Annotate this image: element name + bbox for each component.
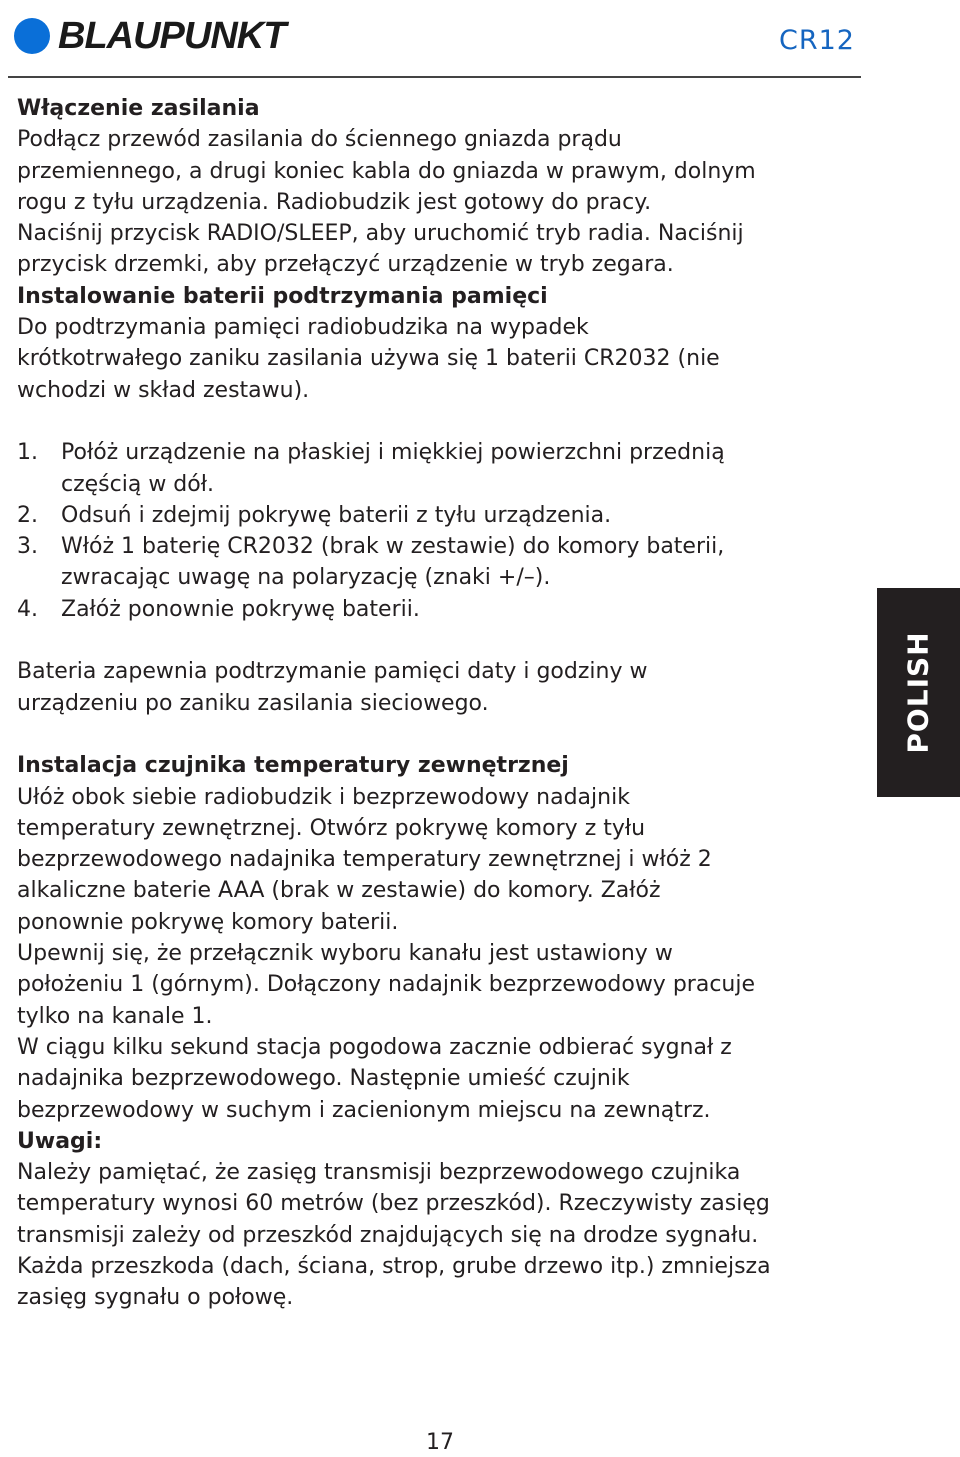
text-line: zwracając uwagę na polaryzację (znaki +/–). [61,565,551,591]
text-line: zasięg sygnału o połowę. [17,1285,294,1311]
step-text [61,437,857,500]
text-line: położeniu 1 (górnym). Dołączony nadajnik bezprzewodowy pracuje [17,972,755,998]
text-line: ponownie pokrywę komory baterii. [17,909,399,935]
text-line: tylko na kanale 1. [17,1003,213,1029]
text-line: alkaliczne baterie AAA (brak w zestawie) do komory. Załóż [17,878,661,904]
section-heading-power: Włączenie zasilania [17,96,260,121]
text-line: temperatury wynosi 60 metrów (bez przeszkód). Rzeczywisty zasięg [17,1191,770,1217]
brand-dot-icon [14,18,50,54]
text-line: przemiennego, a drugi koniec kabla do gniazda w prawym, dolnym [17,158,756,184]
text-line: Bateria zapewnia podtrzymanie pamięci daty i godziny w [17,659,648,685]
text-line: rogu z tyłu urządzenia. Radiobudzik jest gotowy do pracy. [17,189,652,215]
text-line: Włóż 1 baterię CR2032 (brak w zestawie) do komory baterii, [61,534,725,560]
brand-logo [14,14,285,58]
text-line: Odsuń i zdejmij pokrywę baterii z tyłu urządzenia. [61,502,612,528]
step-text [61,531,857,594]
text-line: bezprzewodowy w suchym i zacienionym miejscu na zewnątrz. [17,1097,711,1123]
step-number: 4. [17,596,38,622]
step-text [61,500,857,531]
text-line: Do podtrzymania pamięci radiobudzika na wypadek [17,315,589,341]
step-number: 1. [17,440,38,466]
list-item [17,531,857,594]
text-line: Załóż ponownie pokrywę baterii. [61,596,420,622]
step-number: 3. [17,534,38,560]
list-item [17,594,857,625]
notes-heading: Uwagi: [17,1128,103,1154]
spacer [17,719,857,750]
text-line: bezprzewodowego nadajnika temperatury zewnętrznej i włóż 2 [17,847,712,873]
manual-content [17,93,857,1314]
brand-name: BLAUPUNKT [58,15,286,57]
text-line: transmisji zależy od przeszkód znajdujących się na drodze sygnału. [17,1222,759,1248]
section-heading-backup: Instalowanie baterii podtrzymania pamięci [17,283,548,309]
step-number: 2. [17,502,38,528]
spacer [17,406,857,437]
text-line: W ciągu kilku sekund stacja pogodowa zacznie odbierać sygnał z [17,1034,732,1060]
list-item [17,500,857,531]
language-tab [877,588,960,797]
text-line: przycisk drzemki, aby przełączyć urządzenie w tryb zegara. [17,252,674,278]
text-line: Naciśnij przycisk RADIO/SLEEP, aby uruchomić tryb radia. Naciśnij [17,221,744,247]
section-heading-sensor: Instalacja czujnika temperatury zewnętrznej [17,753,569,779]
page-number: 17 [426,1430,454,1455]
model-number: CR12 [779,25,855,56]
text-line: krótkotrwałego zaniku zasilania używa się 1 baterii CR2032 (nie [17,346,720,372]
text-line: Upewnij się, że przełącznik wyboru kanału jest ustawiony w [17,941,673,967]
text-line: temperatury zewnętrznej. Otwórz pokrywę komory z tyłu [17,815,646,841]
text-line: wchodzi w skład zestawu). [17,377,310,403]
text-line: Każda przeszkoda (dach, ściana, strop, grube drzewo itp.) zmniejsza [17,1253,771,1279]
spacer [17,625,857,656]
language-tab-label: POLISH [902,631,935,754]
header-divider [8,76,861,78]
text-line: urządzeniu po zaniku zasilania sieciowego. [17,690,489,716]
text-line: Połóż urządzenie na płaskiej i miękkiej powierzchni przednią [61,440,725,466]
text-line: częścią w dół. [61,471,214,497]
text-line: Podłącz przewód zasilania do ściennego gniazda prądu [17,127,622,153]
step-text [61,594,857,625]
list-item [17,437,857,500]
text-line: nadajnika bezprzewodowego. Następnie umieść czujnik [17,1066,630,1092]
text-line: Ułóż obok siebie radiobudzik i bezprzewodowy nadajnik [17,784,630,810]
text-line: Należy pamiętać, że zasięg transmisji bezprzewodowego czujnika [17,1160,741,1186]
